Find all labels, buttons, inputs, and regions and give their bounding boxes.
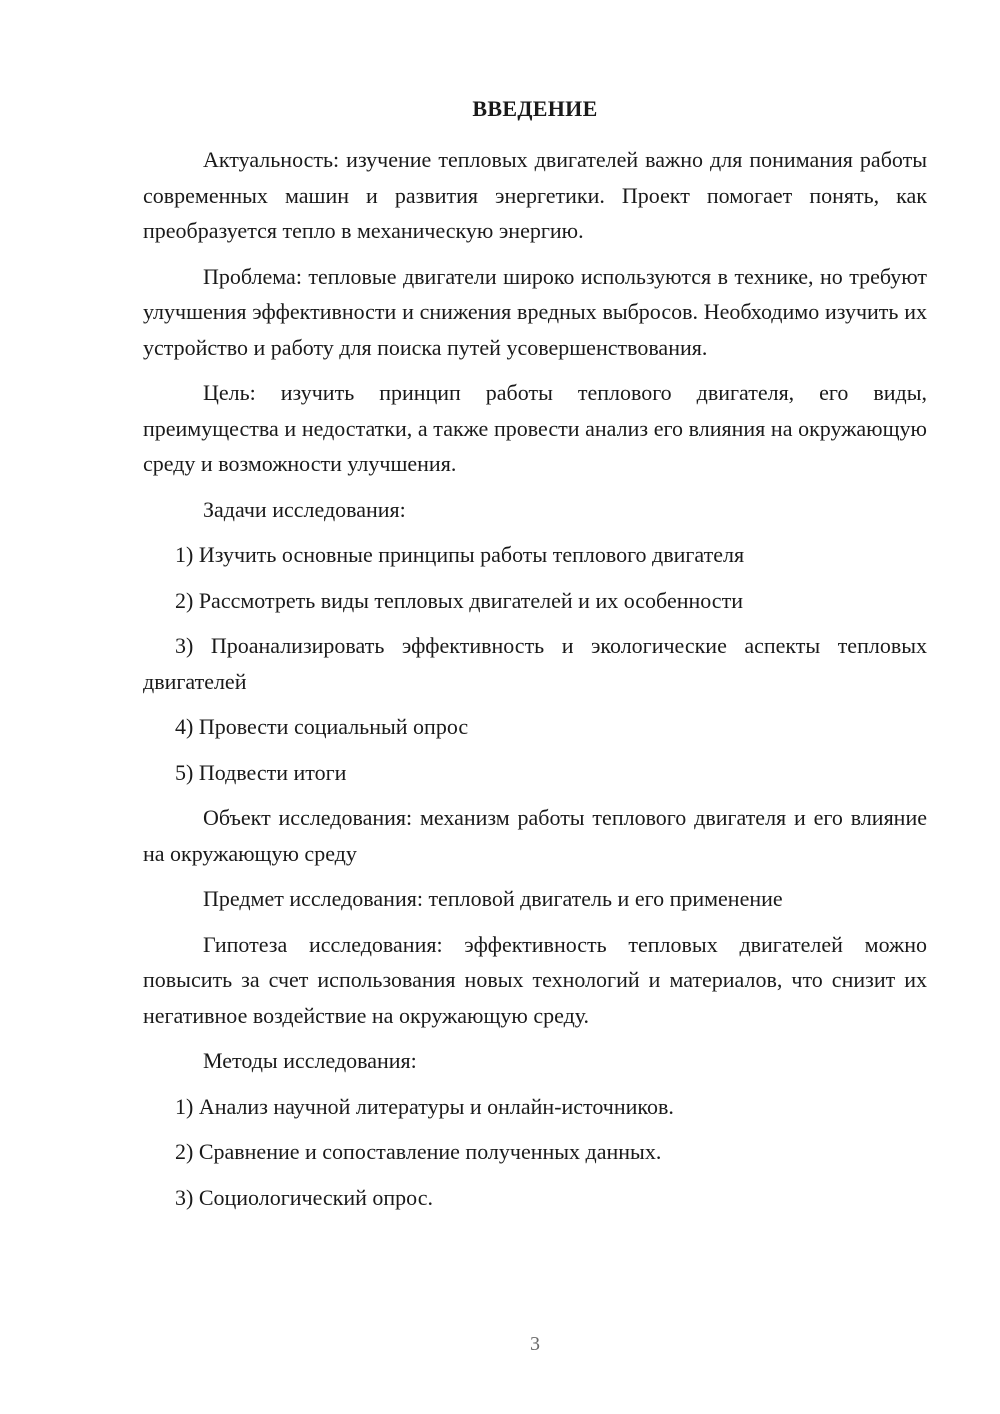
hypothesis-paragraph: Гипотеза исследования: эффективность тепловых двигателей можно повысить за счет использования новых технологий и материалов, что снизит их негативное воздействие на окружающую среду. [143, 931, 927, 1028]
method-item-2: 2) Сравнение и сопоставление полученных данных. [175, 1139, 662, 1164]
methods-heading: Методы исследования: [203, 1048, 417, 1073]
task-item-5: 5) Подвести итоги [175, 759, 347, 785]
subject-paragraph: Предмет исследования: тепловой двигатель и его применение [203, 886, 783, 911]
relevance-paragraph: Актуальность: изучение тепловых двигателей важно для понимания работы современных машин и развития энергетики. Проект помогает понять, как преобразуется тепло в механическую энергию. [143, 147, 927, 243]
method-item-1: 1) Анализ научной литературы и онлайн-источников. [175, 1093, 674, 1119]
object-paragraph: Объект исследования: механизм работы теплового двигателя и его влияние на окружающую среду [143, 805, 927, 866]
task-item-4: 4) Провести социальный опрос [175, 714, 469, 739]
task-item-3: 3) Проанализировать эффективность и экологические аспекты тепловых двигателей [143, 633, 927, 694]
problem-paragraph: Проблема: тепловые двигатели широко используются в технике, но требуют улучшения эффективности и снижения вредных выбросов. Необходимо изучить их устройство и работу для поиска путей усовершенствования. [143, 263, 927, 360]
task-item-2: 2) Рассмотреть виды тепловых двигателей и их особенности [175, 587, 743, 613]
method-item-3: 3) Социологический опрос. [175, 1184, 433, 1210]
page-title: ВВЕДЕНИЕ [472, 96, 598, 121]
tasks-heading: Задачи исследования: [203, 496, 406, 522]
page-number: 3 [530, 1333, 540, 1355]
document-body [143, 142, 927, 1225]
goal-paragraph: Цель: изучить принцип работы теплового двигателя, его виды, преимущества и недостатки, а также провести анализ его влияния на окружающую среду и возможности улучшения. [143, 380, 927, 476]
task-item-1: 1) Изучить основные принципы работы теплового двигателя [175, 542, 745, 567]
